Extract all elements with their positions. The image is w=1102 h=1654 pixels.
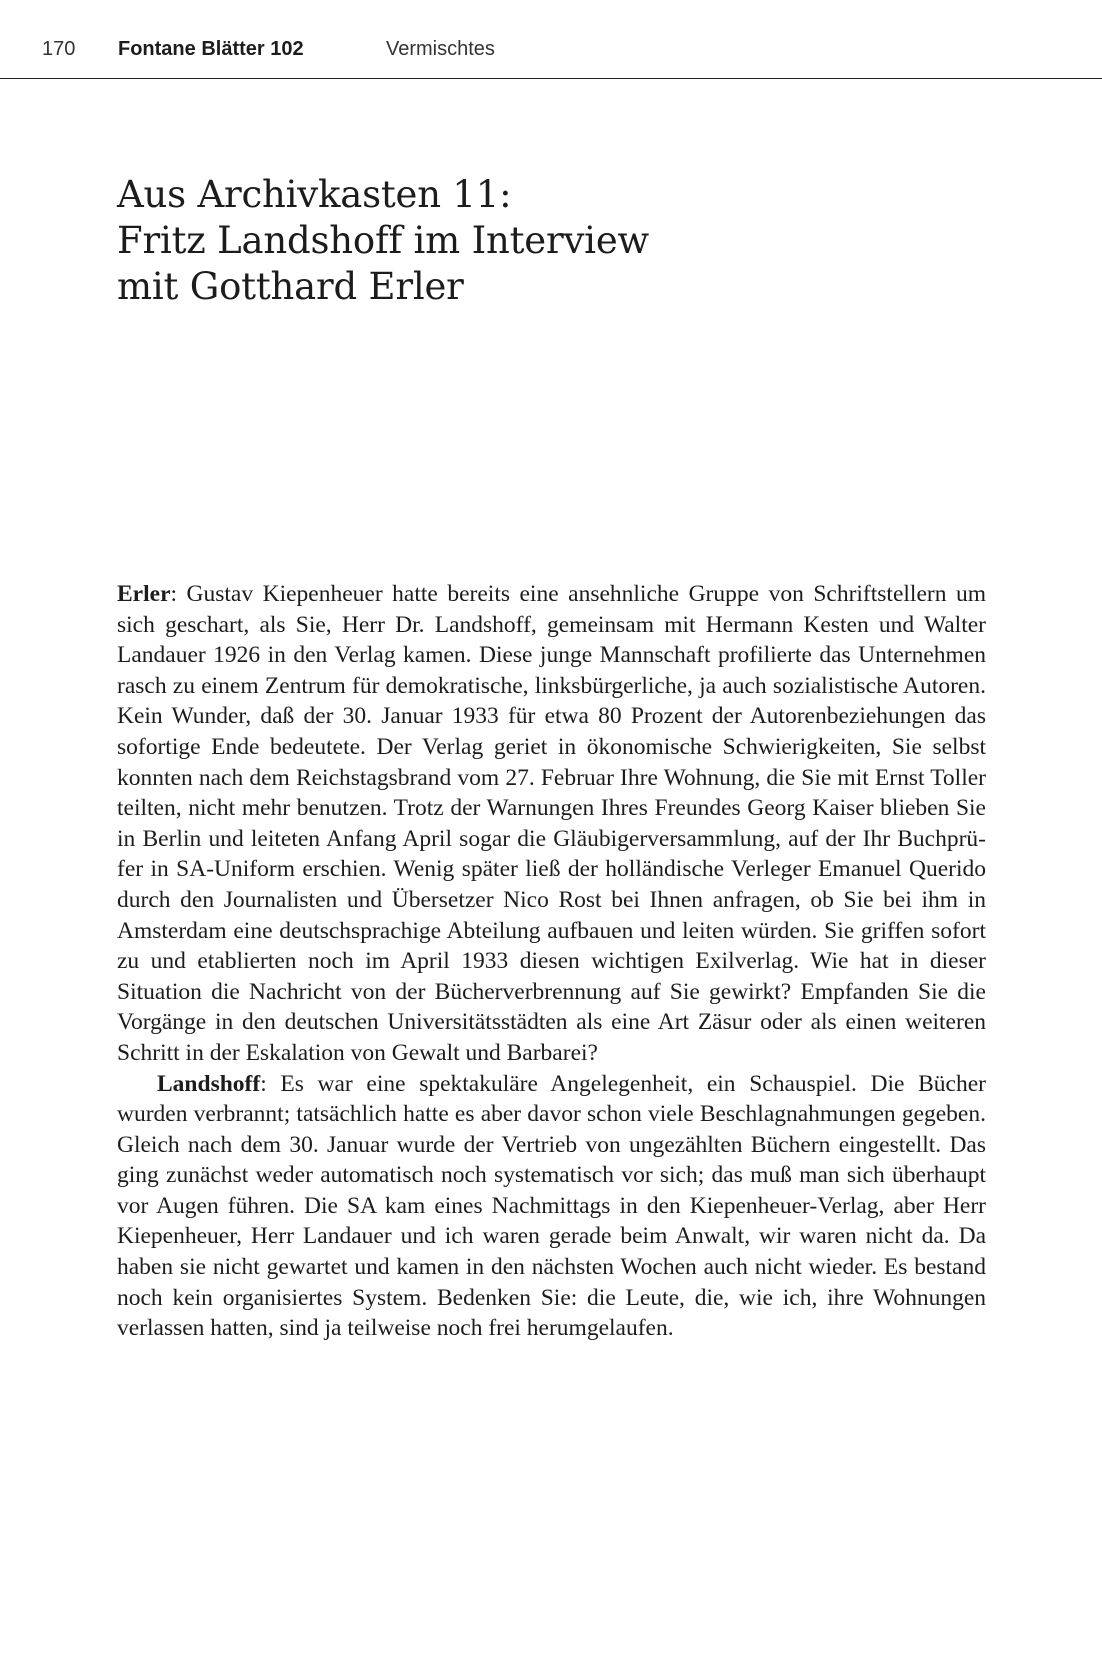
title-line-2: Fritz Landshoff im Interview <box>117 219 649 262</box>
journal-title: Fontane Blätter 102 <box>118 38 304 60</box>
paragraph-text: : Gustav Kiepenheuer hatte bereits eine ansehnliche Gruppe von Schriftstellern um sich geschart, als Sie, Herr Dr. Landshoff, gemeinsam mit Hermann Kesten und Walter Landauer 1926 in den Verlag kamen. Diese junge Mannschaft profilierte das Unternehmen rasch zu einem Zentrum für demokratische, linksbürgerliche, ja auch sozialistische Autoren. Kein Wunder, daß der 30. Januar 1933 für etwa 80 Prozent der Autorenbeziehungen das sofortige Ende bedeutete. Der Verlag geriet in ökonomische Schwierigkeiten, Sie selbst konnten nach dem Reichstagsbrand vom 27. Februar Ihre Wohnung, die Sie mit Ernst Toller teilten, nicht mehr benutzen. Trotz der Warnungen Ihres Freundes Georg Kaiser blieben Sie in Berlin und leiteten Anfang April sogar die Gläubigerversammlung, auf der Ihr Buchprüfer in SA-Uniform erschien. Wenig später ließ der holländische Verleger Emanuel Querido durch den Journalisten und Übersetzer Nico Rost bei Ihnen anfragen, ob Sie bei ihm in Amsterdam eine deutschsprachige Abteilung aufbauen und leiten würden. Sie griffen sofort zu und etablierten noch im April 1933 diesen wichtigen Exilverlag. Wie hat in dieser Situation die Nachricht von der Bücherverbrennung auf Sie gewirkt? Empfanden Sie die Vorgänge in den deutschen Universitätsstädten als eine Art Zäsur oder als einen weiteren Schritt in der Eskalation von Gewalt und Barbarei? <box>117 581 986 1066</box>
interview-text <box>117 579 986 1344</box>
speaker-name: Landshoff <box>157 1070 261 1097</box>
title-line-3: mit Gotthard Erler <box>117 265 464 308</box>
paragraph-text: : Es war eine spektakuläre Angelegenheit, ein Schauspiel. Die Bücher wurden verbrannt; tatsächlich hatte es aber davor schon viele Beschlagnahmungen gegeben. Gleich nach dem 30. Januar wurde der Vertrieb von ungezählten Büchern eingestellt. Das ging zunächst weder automatisch noch systematisch vor sich; das muß man sich überhaupt vor Augen führen. Die SA kam eines Nachmittags in den Kiepenheuer-Verlag, aber Herr Kiepenheuer, Herr Landauer und ich waren gerade beim Anwalt, wir waren nicht da. Da haben sie nicht gewartet und kamen in den nächsten Wochen auch nicht wieder. Es bestand noch kein organisiertes System. Bedenken Sie: die Leute, die, wie ich, ihre Wohnungen verlassen hatten, sind ja teilweise noch frei herumgelaufen. <box>117 1070 986 1342</box>
page-number: 170 <box>42 38 76 60</box>
paragraph-landshoff <box>117 1069 986 1344</box>
header-rule <box>0 78 1102 79</box>
article-title <box>117 172 997 310</box>
speaker-name: Erler <box>117 581 171 607</box>
paragraph-erler <box>117 579 986 1069</box>
running-head <box>42 34 1082 64</box>
title-line-1: Aus Archivkasten 11: <box>117 173 512 216</box>
section-name: Vermischtes <box>386 38 495 60</box>
